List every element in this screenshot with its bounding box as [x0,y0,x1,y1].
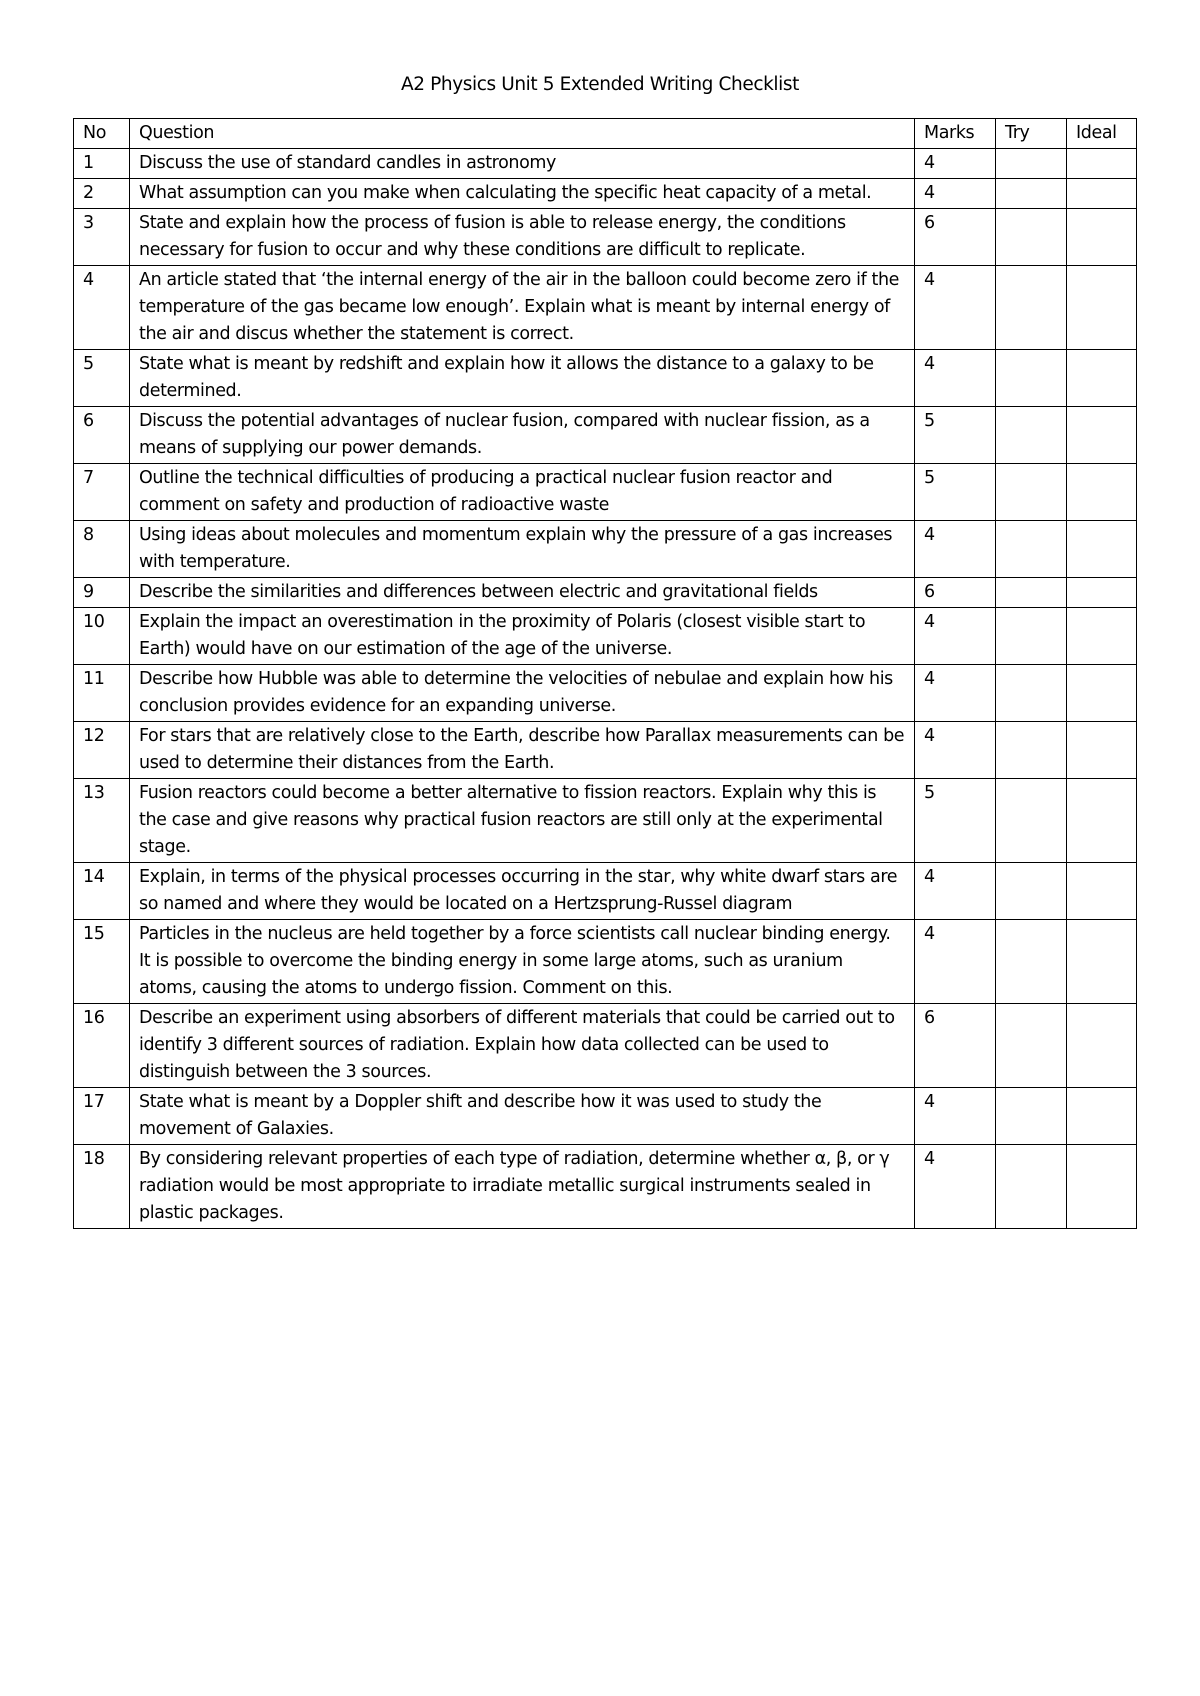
row-number: 8 [74,521,130,578]
row-ideal-cell[interactable] [1067,521,1137,578]
row-number: 18 [74,1145,130,1229]
row-try-cell[interactable] [996,407,1067,464]
table-row [74,722,1137,779]
row-ideal-cell[interactable] [1067,722,1137,779]
row-marks: 4 [915,1145,996,1229]
row-question: What assumption can you make when calculating the specific heat capacity of a metal. [130,179,915,209]
row-marks: 6 [915,209,996,266]
table-row [74,863,1137,920]
row-ideal-cell[interactable] [1067,149,1137,179]
row-number: 3 [74,209,130,266]
row-marks: 4 [915,920,996,1004]
table-row [74,608,1137,665]
row-question: For stars that are relatively close to the Earth, describe how Parallax measurements can be used to determine their distances from the Earth. [130,722,915,779]
row-marks: 4 [915,521,996,578]
row-question: Outline the technical difficulties of producing a practical nuclear fusion reactor and comment on safety and production of radioactive waste [130,464,915,521]
row-question: Particles in the nucleus are held together by a force scientists call nuclear binding energy. It is possible to overcome the binding energy in some large atoms, such as uranium atoms, causing the atoms to undergo fission. Comment on this. [130,920,915,1004]
row-number: 16 [74,1004,130,1088]
row-marks: 4 [915,722,996,779]
row-question: Explain, in terms of the physical processes occurring in the star, why white dwarf stars are so named and where they would be located on a Hertzsprung-Russel diagram [130,863,915,920]
row-ideal-cell[interactable] [1067,608,1137,665]
row-marks: 6 [915,1004,996,1088]
row-number: 1 [74,149,130,179]
row-ideal-cell[interactable] [1067,578,1137,608]
table-row [74,149,1137,179]
row-ideal-cell[interactable] [1067,464,1137,521]
page-title: A2 Physics Unit 5 Extended Writing Checklist [401,74,799,95]
table-row [74,407,1137,464]
table-row [74,209,1137,266]
row-marks: 4 [915,266,996,350]
row-marks: 5 [915,407,996,464]
row-number: 5 [74,350,130,407]
row-number: 2 [74,179,130,209]
row-try-cell[interactable] [996,266,1067,350]
header-ideal: Ideal [1067,119,1137,149]
row-ideal-cell[interactable] [1067,179,1137,209]
row-try-cell[interactable] [996,149,1067,179]
row-ideal-cell[interactable] [1067,665,1137,722]
row-question: State what is meant by a Doppler shift and describe how it was used to study the movement of Galaxies. [130,1088,915,1145]
row-try-cell[interactable] [996,920,1067,1004]
row-question: State and explain how the process of fusion is able to release energy, the conditions necessary for fusion to occur and why these conditions are difficult to replicate. [130,209,915,266]
row-number: 12 [74,722,130,779]
row-try-cell[interactable] [996,209,1067,266]
row-ideal-cell[interactable] [1067,920,1137,1004]
row-question: State what is meant by redshift and explain how it allows the distance to a galaxy to be determined. [130,350,915,407]
table-row [74,665,1137,722]
row-ideal-cell[interactable] [1067,350,1137,407]
table-row [74,266,1137,350]
table-row [74,350,1137,407]
row-try-cell[interactable] [996,1088,1067,1145]
row-marks: 4 [915,350,996,407]
header-marks: Marks [915,119,996,149]
row-ideal-cell[interactable] [1067,209,1137,266]
row-number: 17 [74,1088,130,1145]
row-number: 9 [74,578,130,608]
row-ideal-cell[interactable] [1067,1145,1137,1229]
header-try: Try [996,119,1067,149]
header-no: No [74,119,130,149]
table-row [74,1004,1137,1088]
row-try-cell[interactable] [996,863,1067,920]
row-try-cell[interactable] [996,665,1067,722]
row-number: 6 [74,407,130,464]
row-try-cell[interactable] [996,179,1067,209]
row-marks: 4 [915,863,996,920]
row-try-cell[interactable] [996,578,1067,608]
table-row [74,464,1137,521]
table-row [74,1088,1137,1145]
row-try-cell[interactable] [996,521,1067,578]
row-question: By considering relevant properties of each type of radiation, determine whether α, β, or γ radiation would be most appropriate to irradiate metallic surgical instruments sealed in plastic packages. [130,1145,915,1229]
table-row [74,179,1137,209]
row-question: Describe an experiment using absorbers of different materials that could be carried out to identify 3 different sources of radiation. Explain how data collected can be used to distinguish between the 3 sources. [130,1004,915,1088]
row-number: 7 [74,464,130,521]
table-row [74,578,1137,608]
header-question: Question [130,119,915,149]
row-marks: 5 [915,464,996,521]
row-try-cell[interactable] [996,779,1067,863]
row-question: Describe the similarities and differences between electric and gravitational fields [130,578,915,608]
row-ideal-cell[interactable] [1067,1088,1137,1145]
table-row [74,521,1137,578]
row-ideal-cell[interactable] [1067,266,1137,350]
row-marks: 4 [915,608,996,665]
row-question: Discuss the potential advantages of nuclear fusion, compared with nuclear fission, as a means of supplying our power demands. [130,407,915,464]
row-ideal-cell[interactable] [1067,407,1137,464]
row-question: Using ideas about molecules and momentum explain why the pressure of a gas increases with temperature. [130,521,915,578]
row-number: 13 [74,779,130,863]
row-ideal-cell[interactable] [1067,863,1137,920]
table-row [74,1145,1137,1229]
row-number: 15 [74,920,130,1004]
table-header-row [74,119,1137,149]
row-try-cell[interactable] [996,1004,1067,1088]
row-question: Explain the impact an overestimation in the proximity of Polaris (closest visible start to Earth) would have on our estimation of the age of the universe. [130,608,915,665]
row-marks: 4 [915,149,996,179]
row-marks: 4 [915,665,996,722]
table-row [74,920,1137,1004]
row-ideal-cell[interactable] [1067,1004,1137,1088]
table-row [74,779,1137,863]
row-number: 4 [74,266,130,350]
row-question: An article stated that ‘the internal energy of the air in the balloon could become zero if the temperature of the gas became low enough’. Explain what is meant by internal energy of the air and discus whether the statement is correct. [130,266,915,350]
row-number: 10 [74,608,130,665]
row-marks: 4 [915,179,996,209]
row-question: Discuss the use of standard candles in astronomy [130,149,915,179]
row-try-cell[interactable] [996,350,1067,407]
row-try-cell[interactable] [996,464,1067,521]
row-marks: 4 [915,1088,996,1145]
row-question: Describe how Hubble was able to determine the velocities of nebulae and explain how his conclusion provides evidence for an expanding universe. [130,665,915,722]
row-marks: 6 [915,578,996,608]
row-try-cell[interactable] [996,722,1067,779]
row-try-cell[interactable] [996,608,1067,665]
row-number: 14 [74,863,130,920]
row-ideal-cell[interactable] [1067,779,1137,863]
row-number: 11 [74,665,130,722]
row-question: Fusion reactors could become a better alternative to fission reactors. Explain why this is the case and give reasons why practical fusion reactors are still only at the experimental stage. [130,779,915,863]
row-try-cell[interactable] [996,1145,1067,1229]
checklist-table [73,118,1137,1229]
row-marks: 5 [915,779,996,863]
